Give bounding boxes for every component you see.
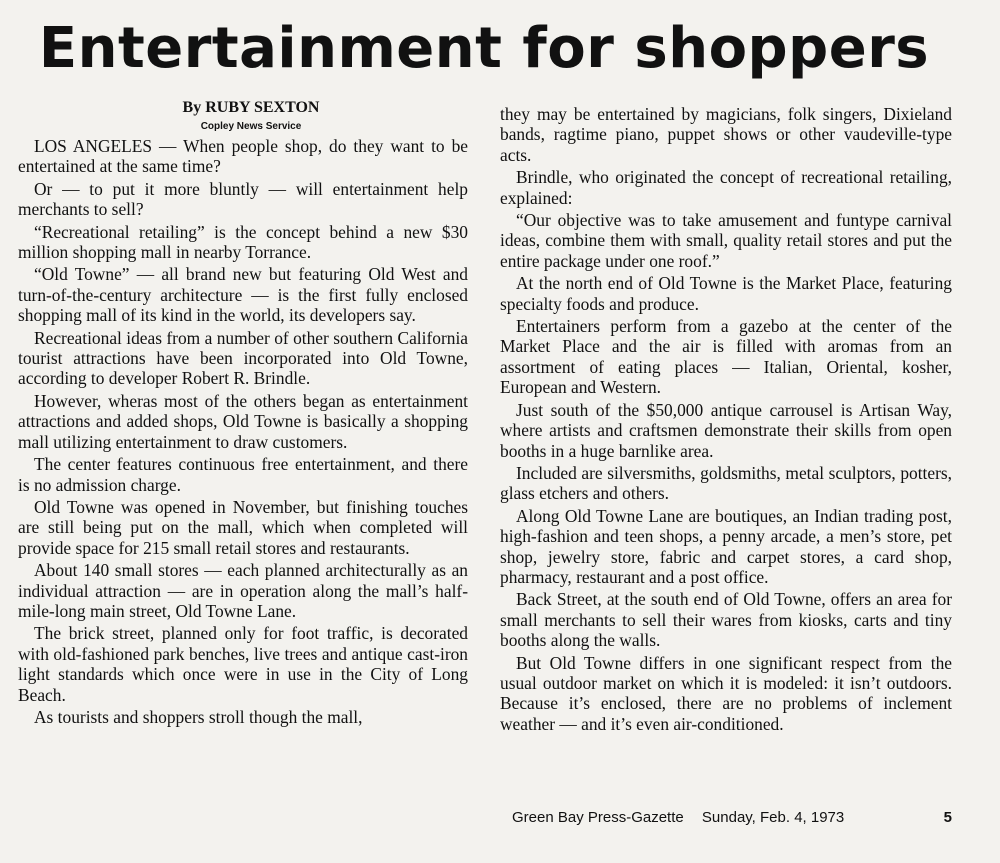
- paragraph: At the north end of Old Towne is the Market Place, featuring specialty foods and produce.: [500, 273, 952, 314]
- news-service: Copley News Service: [200, 121, 302, 132]
- page-footer: [512, 808, 952, 828]
- paragraph: Brindle, who originated the concept of recreational retailing, explained:: [500, 167, 952, 208]
- paragraph: they may be entertained by magicians, folk singers, Dixieland bands, ragtime piano, puppet shows or other vaudeville-type acts.: [500, 104, 952, 165]
- byline: By RUBY SEXTON: [182, 99, 320, 116]
- paragraph: Or — to put it more bluntly — will entertainment help merchants to sell?: [18, 178, 468, 220]
- paragraph: Along Old Towne Lane are boutiques, an Indian trading post, high-fashion and teen shops, a penny arcade, a men’s store, pet shop, jewelry store, fabric and carpet stores, a card shop, pharmacy, restaurant and a post office.: [500, 505, 952, 587]
- paragraph: About 140 small stores — each planned architecturally as an individual attraction — are in operation along the mall’s half-mile-long main street, Old Towne Lane.: [18, 560, 468, 621]
- paragraph: Recreational ideas from a number of other southern California tourist attractions have been incorporated into Old Towne, according to developer Robert R. Brindle.: [18, 327, 468, 389]
- newspaper-name: Green Bay Press-Gazette: [512, 809, 684, 826]
- page-number: 5: [943, 809, 952, 826]
- paragraph: Included are silversmiths, goldsmiths, metal sculptors, potters, glass etchers and others.: [500, 462, 952, 504]
- paragraph: Entertainers perform from a gazebo at the center of the Market Place and the air is filled with aromas from an assortment of eating places — Italian, Oriental, kosher, European and Western.: [500, 316, 952, 398]
- publication-date: Sunday, Feb. 4, 1973: [701, 809, 845, 826]
- paragraph: Back Street, at the south end of Old Towne, offers an area for small merchants to sell their wares from kiosks, carts and tiny booths along the walls.: [500, 589, 952, 651]
- paragraph: “Recreational retailing” is the concept behind a new $30 million shopping mall in nearby Torrance.: [18, 221, 468, 263]
- paragraph: “Old Towne” — all brand new but featuring Old West and turn-of-the-century architecture — is the first fully enclosed shopping mall of its kind in the world, its developers say.: [18, 264, 468, 326]
- paragraph: Just south of the $50,000 antique carrousel is Artisan Way, where artists and craftsmen demonstrate their skills from open booths in a huge barnlike area.: [500, 399, 952, 461]
- paragraph: But Old Towne differs in one significant respect from the usual outdoor market on which it is modeled: it isn’t outdoors. Because it’s enclosed, there are no problems of inclement weather — and it’s even air-conditioned.: [500, 652, 952, 734]
- left-column: [18, 98, 468, 729]
- paragraph: The center features continuous free entertainment, and there is no admission charge.: [18, 454, 468, 495]
- paragraph: The brick street, planned only for foot traffic, is decorated with old-fashioned park benches, live trees and antique cast-iron light standards which once were in use in the City of Long Beach.: [18, 623, 468, 705]
- paragraph: However, wheras most of the others began as entertainment attractions and added shops, Old Towne is basically a shopping mall utilizing entertainment to draw customers.: [18, 390, 468, 452]
- paragraph: LOS ANGELES — When people shop, do they want to be entertained at the same time?: [18, 136, 468, 177]
- headline: Entertainment for shoppers: [38, 16, 930, 81]
- paragraph: As tourists and shoppers stroll though the mall,: [34, 706, 363, 727]
- paragraph: “Our objective was to take amusement and funtype carnival ideas, combine them with small, quality retail stores and put the entire package under one roof.”: [500, 210, 952, 271]
- right-column: [500, 104, 952, 736]
- paragraph: Old Towne was opened in November, but finishing touches are still being put on the mall, which when completed will provide space for 215 small retail stores and restaurants.: [18, 496, 468, 558]
